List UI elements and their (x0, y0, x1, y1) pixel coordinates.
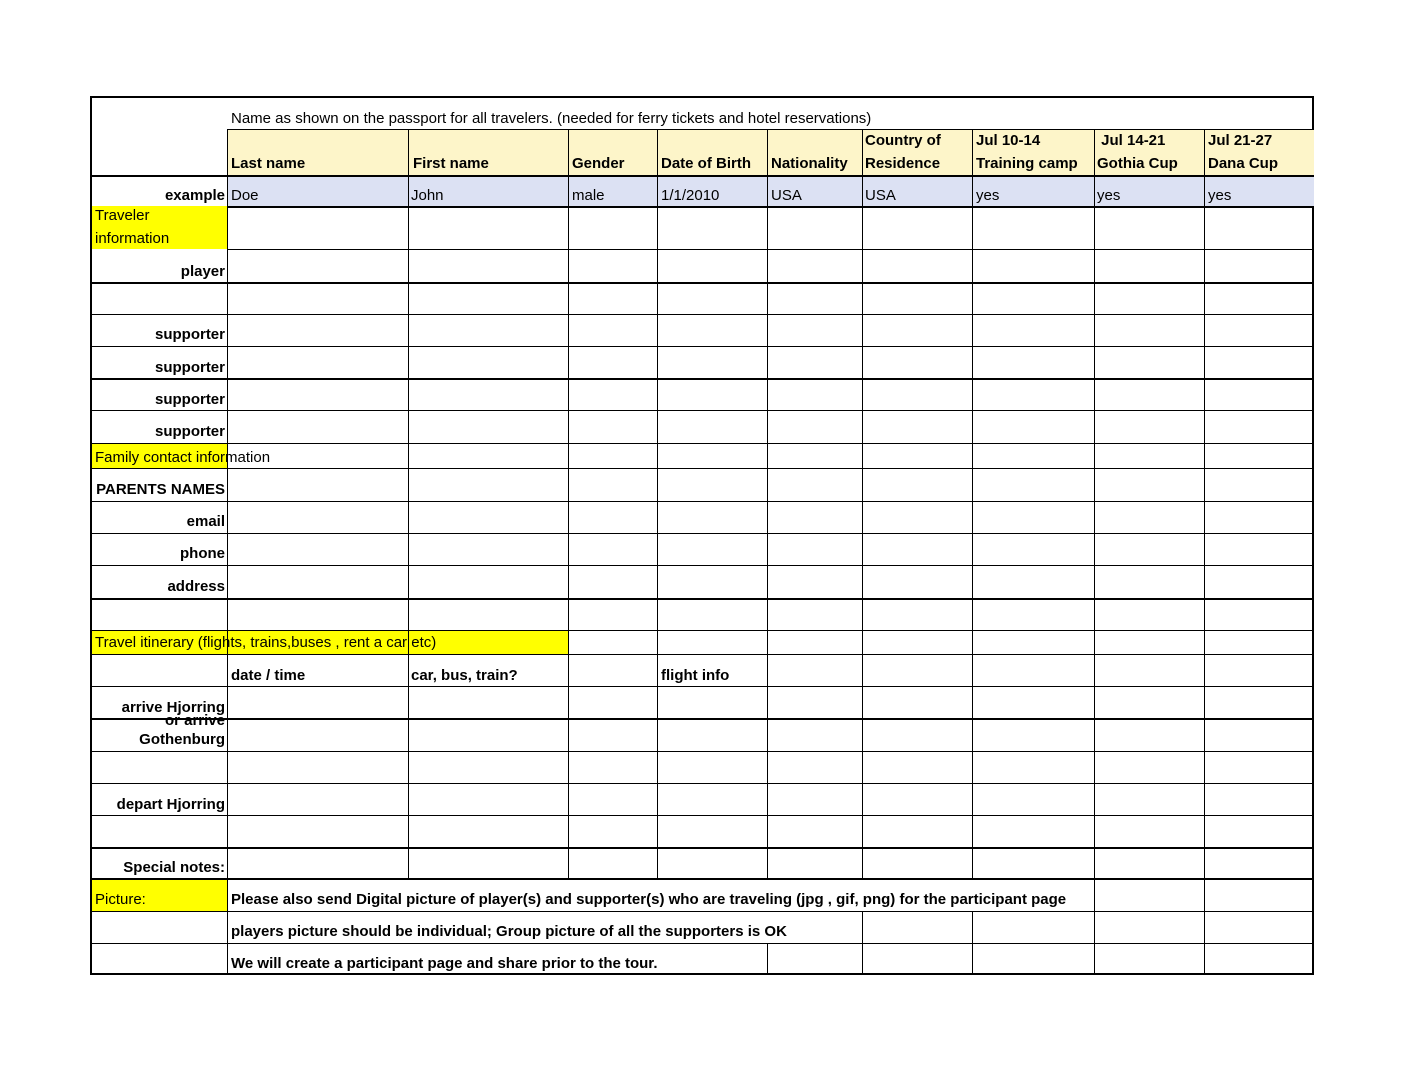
header-dana-line1: Jul 21-27 (1208, 132, 1273, 149)
row-label-email: email (186, 513, 225, 530)
example-gothia: yes (1097, 187, 1121, 204)
itinerary-section-title: Travel itinerary (flights, trains,buses , rent a car etc) (95, 634, 437, 651)
header-first-name: First name (413, 155, 489, 172)
header-nationality: Nationality (771, 155, 848, 172)
header-last-name: Last name (231, 155, 306, 172)
row-label-phone: phone (180, 545, 225, 562)
itinerary-header-mode: car, bus, train? (411, 667, 518, 684)
header-country-line2: Residence (865, 155, 941, 172)
row-label-or-arrive: or arrive (164, 712, 225, 729)
header-gender: Gender (572, 155, 625, 172)
row-label-arrive-hjorring: arrive Hjorring (121, 699, 225, 716)
header-gothia-line1: Jul 14-21 (1097, 132, 1166, 149)
passport-banner: Name as shown on the passport for all travelers. (needed for ferry tickets and hotel reservations) (231, 110, 872, 127)
example-first-name: John (411, 187, 444, 204)
example-training: yes (976, 187, 1000, 204)
traveler-section-title-1: Traveler (95, 207, 150, 224)
header-dana-line2: Dana Cup (1208, 155, 1279, 172)
header-training-line1: Jul 10-14 (976, 132, 1041, 149)
example-last-name: Doe (231, 187, 259, 204)
header-training-line2: Training camp (976, 155, 1078, 172)
picture-note-3: We will create a participant page and share prior to the tour. (231, 955, 658, 972)
header-gothia-line2: Gothia Cup (1097, 155, 1178, 172)
picture-note-2: players picture should be individual; Group picture of all the supporters is OK (231, 923, 787, 940)
example-gender: male (572, 187, 605, 204)
row-label-supporter-1: supporter (154, 326, 225, 343)
row-label-supporter-3: supporter (154, 391, 225, 408)
row-label-player: player (180, 263, 225, 280)
itinerary-header-flight: flight info (661, 667, 730, 684)
example-residence: USA (865, 187, 896, 204)
row-label-parents: PARENTS NAMES (96, 481, 225, 498)
example-dob: 1/1/2010 (661, 187, 720, 204)
header-date-of-birth: Date of Birth (661, 155, 751, 172)
row-label-supporter-2: supporter (154, 359, 225, 376)
row-label-address: address (167, 578, 225, 595)
registration-sheet (90, 96, 1314, 975)
row-label-gothenburg: Gothenburg (139, 731, 225, 748)
itinerary-header-date: date / time (231, 667, 306, 684)
row-label-depart-hjorring: depart Hjorring (116, 796, 225, 813)
family-section-title: Family contact information (95, 449, 271, 466)
picture-note-1: Please also send Digital picture of player(s) and supporter(s) who are traveling (jpg , gif, png) for the participant page (231, 891, 1067, 908)
example-nationality: USA (771, 187, 802, 204)
row-label-special-notes: Special notes: (123, 859, 225, 876)
example-label: example (164, 187, 225, 204)
traveler-section-title-2: information (95, 230, 170, 247)
header-country-line1: Country of (865, 132, 941, 149)
row-label-supporter-4: supporter (154, 423, 225, 440)
example-dana: yes (1208, 187, 1232, 204)
picture-section-title: Picture: (95, 891, 146, 908)
